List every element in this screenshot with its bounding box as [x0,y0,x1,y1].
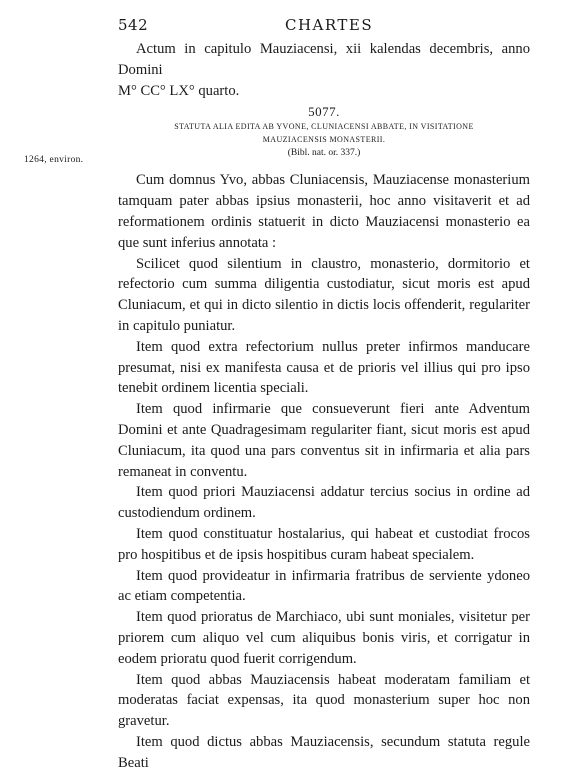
document-number: 5077. [308,104,340,120]
running-head [110,16,530,36]
paragraph: Scilicet quod silentium in claustro, monasterio, dormitorio et refectorio cum summa diligentia custodiatur, sicut moris est apud Cluniacum, et qui in dicto silentio in dictis locis offenderit, regulariter in capitulo puniatur. [118,255,530,334]
paragraph: Item quod constituatur hostalarius, qui habeat et custodiat frocos pro hospitibus et de ipsis hospitibus curam habeat specialem. [118,525,530,563]
page-body [118,39,530,774]
paragraph: Item quod prioratus de Marchiaco, ubi sunt moniales, visitetur per priorem cum aliquo vel cum aliquibus bonis viris, et corrigatur in eodem prioratu quod fuerit corrigendum. [118,609,530,667]
preceding-line-2: M° CC° LX° quarto. [118,82,240,99]
paragraph: Item quod dictus abbas Mauziacensis, secundum statuta regule Beati [118,733,530,771]
document-heading-line-1: STATUTA ALIA EDITA AB YVONE, CLUNIACENSI ABBATE, IN VISITATIONE [174,122,474,132]
paragraph: Item quod priori Mauziacensi addatur tercius socius in ordine ad custodiendum ordinem. [118,484,530,522]
page-number: 542 [118,16,149,34]
document-source: (Bibl. nat. or. 337.) [287,148,361,159]
paragraph: Item quod provideatur in infirmaria fratribus de serviente ydoneo ac etiam competentia. [118,567,530,605]
paragraph: Item quod abbas Mauziacensis habeat moderatam familiam et moderatas faciat expensas, ita quod monasterium super hoc non gravetur. [118,671,530,730]
running-title: CHARTES [285,16,374,34]
document-heading-line-2: MAUZIACENSIS MONASTERII. [262,135,386,145]
paragraph: Cum domnus Yvo, abbas Cluniacensis, Mauziacense monasterium tamquam pater abbas ipsius monasterii, hoc anno visitaverit et ad reformationem ordinis statuerit in dicto Mauziacensi monasterio ea que sunt inferius annotata : [118,172,530,251]
paragraph: Item quod extra refectorium nullus preter infirmos manducare presumat, nisi ex manifesta causa et de prioris vel illius qui pro ipso tenebit ordinem licentia speciali. [118,338,530,397]
margin-date: 1264, environ. [24,155,84,165]
paragraph: Item quod infirmarie que consueverunt fieri ante Adventum Domini et ante Quadragesimam regulariter fiant, sicut moris est apud Cluniacum, ita quod una pars conventus sit in infirmaria et alia pars remaneat in conventu. [118,401,530,480]
preceding-line-1: Actum in capitulo Mauziacensi, xii kalendas decembris, anno Domini [118,41,530,78]
